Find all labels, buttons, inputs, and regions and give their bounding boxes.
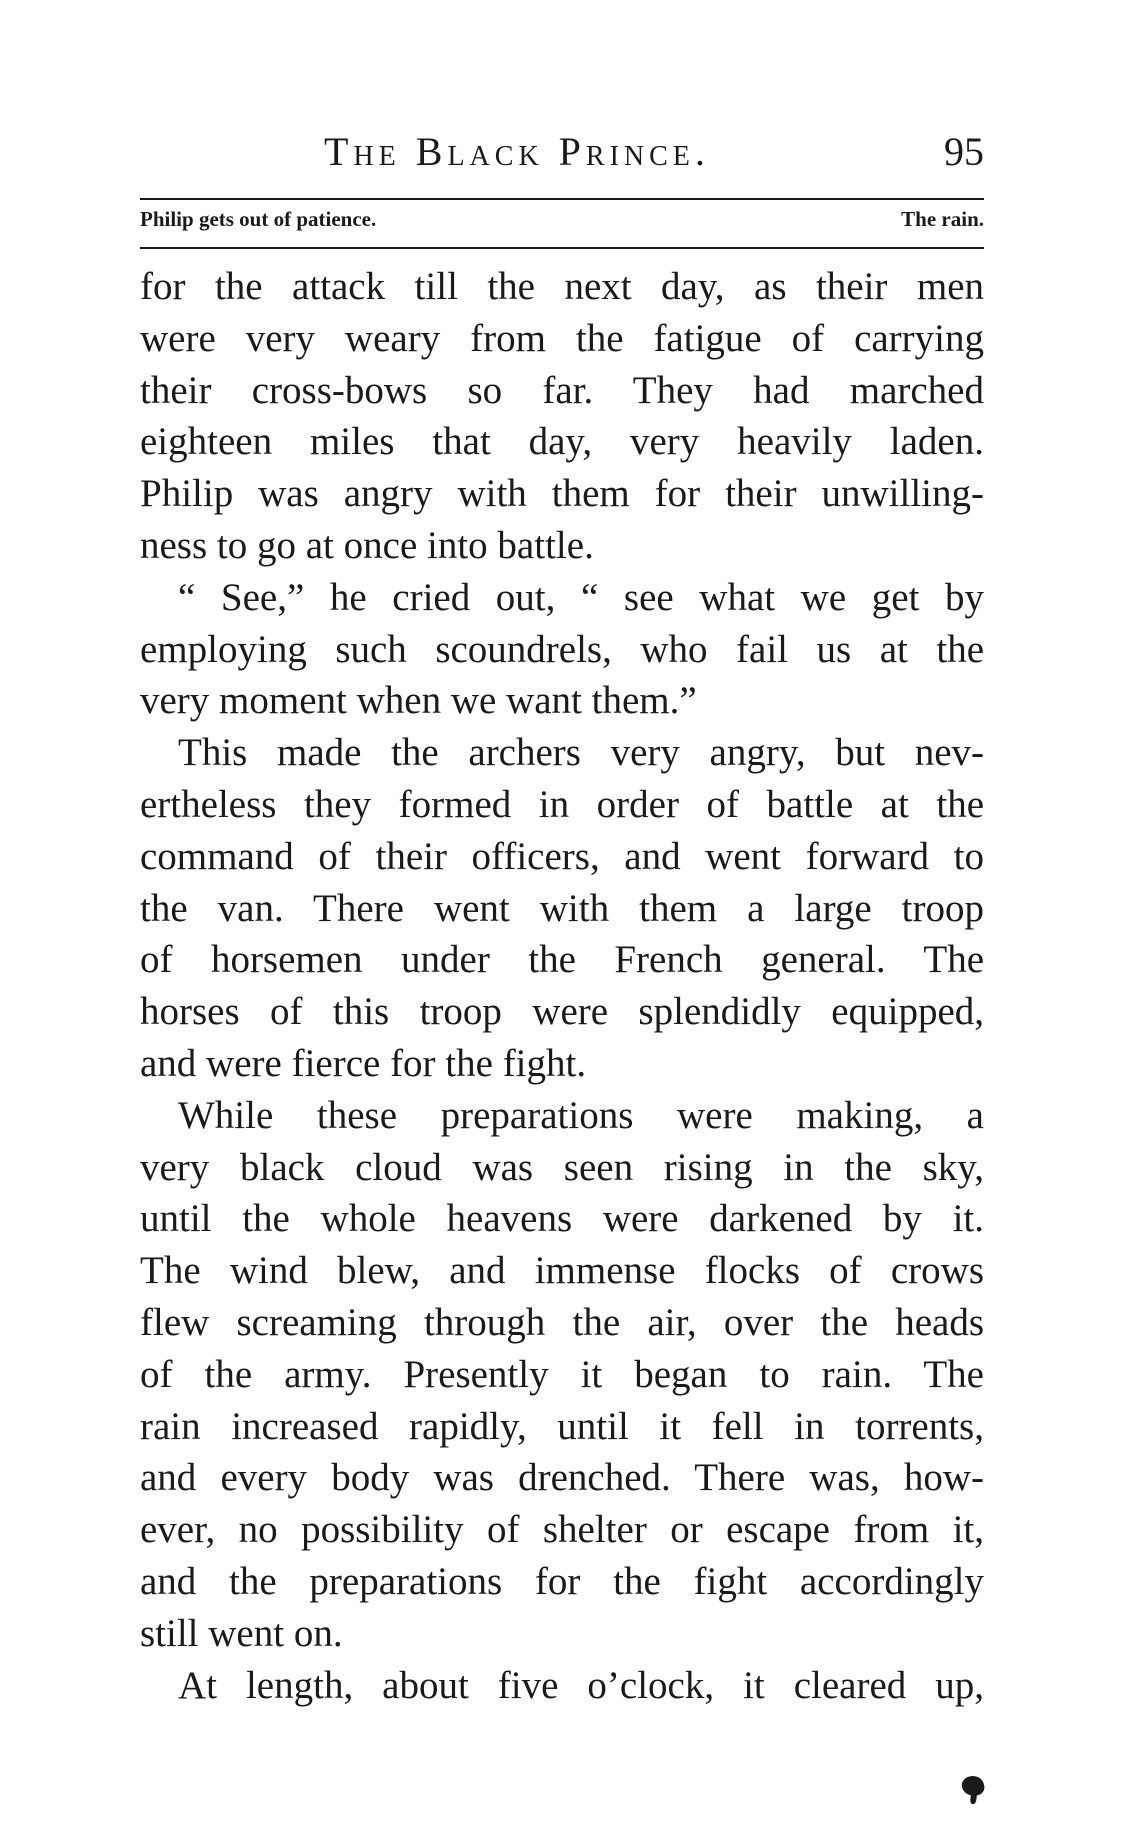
paragraph <box>140 572 984 727</box>
text-line: Philip was angry with them for their unwilling- <box>140 472 984 516</box>
paragraph <box>140 261 984 572</box>
text-line: employing such scoundrels, who fail us at the <box>140 627 984 671</box>
text-line: While these preparations were making, a <box>178 1093 984 1137</box>
text-line: The wind blew, and immense flocks of crows <box>140 1249 984 1293</box>
text-line: for the attack till the next day, as their men <box>140 265 984 308</box>
paragraph <box>140 1090 984 1660</box>
shoulder-note-left: Philip gets out of patience. <box>140 207 377 231</box>
text-line: very moment when we want them.” <box>140 679 697 723</box>
text-line: horses of this troop were splendidly equipped, <box>140 990 984 1034</box>
text-line: flew screaming through the air, over the heads <box>140 1300 984 1344</box>
body-text <box>140 261 984 1711</box>
text-line: At length, about five o’clock, it cleared up, <box>178 1663 984 1707</box>
shoulder-notes <box>140 207 984 237</box>
text-line: “ See,” he cried out, “ see what we get by <box>178 575 984 619</box>
header-rule-bottom <box>140 247 984 249</box>
text-line: and were fierce for the fight. <box>140 1041 587 1085</box>
text-line: This made the archers very angry, but nev- <box>178 731 984 775</box>
text-line: very black cloud was seen rising in the sky, <box>140 1145 984 1189</box>
paragraph <box>140 727 984 1090</box>
text-line: until the whole heavens were darkened by it. <box>140 1197 984 1241</box>
text-line: were very weary from the fatigue of carrying <box>140 316 984 360</box>
text-line: the van. There went with them a large troop <box>140 886 984 930</box>
text-line: of the army. Presently it began to rain. The <box>140 1352 984 1396</box>
paragraph <box>140 1660 984 1712</box>
text-line: still went on. <box>140 1611 343 1655</box>
header-rule-top <box>140 198 984 200</box>
page-number: 95 <box>944 129 984 174</box>
text-line: and every body was drenched. There was, how- <box>140 1456 984 1500</box>
text-line: ertheless they formed in order of battle at the <box>140 782 984 826</box>
text-line: rain increased rapidly, until it fell in torrents, <box>140 1404 984 1448</box>
ink-blot-ornament <box>960 1774 986 1798</box>
text-line: their cross-bows so far. They had marched <box>140 368 984 412</box>
running-head <box>140 128 984 178</box>
text-line: ever, no possibility of shelter or escape from it, <box>140 1508 984 1552</box>
text-line: ness to go at once into battle. <box>140 523 594 567</box>
text-line: command of their officers, and went forward to <box>140 834 984 878</box>
shoulder-note-right: The rain. <box>901 207 984 231</box>
text-line: of horsemen under the French general. The <box>140 938 984 982</box>
text-line: and the preparations for the fight accordingly <box>140 1559 984 1603</box>
text-line: eighteen miles that day, very heavily laden. <box>140 420 984 464</box>
book-title: The Black Prince. <box>324 129 710 174</box>
